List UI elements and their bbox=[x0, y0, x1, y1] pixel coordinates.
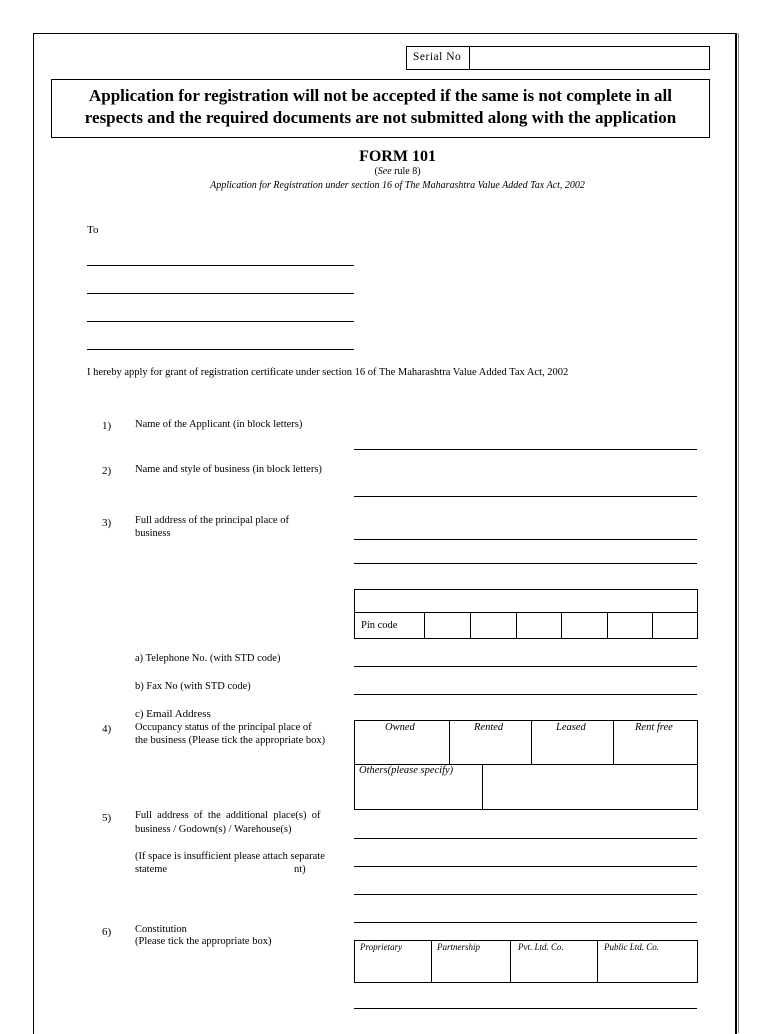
item-6-number: 6) bbox=[102, 926, 112, 938]
notice-line-1: Application for registration will not be accepted if the same is not complete in all bbox=[89, 86, 672, 105]
address-line-1[interactable] bbox=[354, 539, 697, 540]
item-5-label-1: Full address of the additional place(s) of bbox=[135, 810, 321, 821]
pin-digit-4[interactable] bbox=[562, 613, 607, 638]
fax-field[interactable] bbox=[354, 694, 697, 695]
occupancy-rented[interactable]: Rented bbox=[474, 722, 504, 733]
address-box[interactable] bbox=[354, 589, 698, 613]
to-address-line-2[interactable] bbox=[87, 293, 354, 294]
constitution-extra-line[interactable] bbox=[354, 1008, 697, 1009]
occupancy-owned[interactable]: Owned bbox=[385, 722, 415, 733]
pin-digit-5[interactable] bbox=[608, 613, 652, 638]
item-3-label-2: business bbox=[135, 528, 171, 539]
item-4-label-2: the business (Please tick the appropriate box) bbox=[135, 735, 326, 746]
to-label: To bbox=[87, 224, 99, 236]
item-5-note-2b: nt) bbox=[294, 864, 306, 875]
constitution-partnership[interactable]: Partnership bbox=[437, 942, 481, 952]
form-title: FORM 101 bbox=[359, 148, 436, 165]
notice-line-2: respects and the required documents are not submitted along with the application bbox=[84, 108, 677, 127]
applicant-name-field[interactable] bbox=[354, 449, 697, 450]
page-edge bbox=[738, 33, 739, 1033]
item-5-note-2a: stateme bbox=[135, 864, 168, 875]
pin-digit-1[interactable] bbox=[425, 613, 470, 638]
email-label: c) Email Address bbox=[135, 708, 211, 720]
to-address-line-1[interactable] bbox=[87, 265, 354, 266]
item-1-number: 1) bbox=[102, 420, 112, 432]
form-rule: (See rule 8) bbox=[374, 166, 421, 177]
additional-address-line-4[interactable] bbox=[354, 922, 697, 923]
occupancy-others-field[interactable] bbox=[484, 766, 696, 808]
pin-code-label: Pin code bbox=[361, 620, 398, 631]
pin-digit-3[interactable] bbox=[517, 613, 561, 638]
item-6-label-1: Constitution bbox=[135, 924, 187, 935]
item-4-number: 4) bbox=[102, 723, 112, 735]
occupancy-others[interactable]: Others(please specify) bbox=[359, 765, 454, 776]
item-2-number: 2) bbox=[102, 465, 112, 477]
serial-number-field[interactable] bbox=[472, 48, 706, 68]
additional-address-line-2[interactable] bbox=[354, 866, 697, 867]
constitution-public-ltd[interactable]: Public Ltd. Co. bbox=[604, 942, 660, 952]
fax-label: b) Fax No (with STD code) bbox=[135, 681, 251, 692]
item-3-label-1: Full address of the principal place of bbox=[135, 515, 289, 526]
address-line-2[interactable] bbox=[354, 563, 697, 564]
pin-digit-2[interactable] bbox=[471, 613, 516, 638]
declaration-text: I hereby apply for grant of registration certificate under section 16 of The Maharashtra Value Added Tax Act, 2002 bbox=[87, 367, 569, 378]
item-2-label: Name and style of business (in block letters) bbox=[135, 464, 322, 475]
additional-address-line-1[interactable] bbox=[354, 838, 697, 839]
telephone-label: a) Telephone No. (with STD code) bbox=[135, 653, 281, 664]
to-address-line-4[interactable] bbox=[87, 349, 354, 350]
item-5-note-1: (If space is insufficient please attach separate bbox=[135, 851, 325, 862]
form-subtitle: Application for Registration under section 16 of The Maharashtra Value Added Tax Act, 2002 bbox=[210, 180, 585, 191]
item-1-label: Name of the Applicant (in block letters) bbox=[135, 419, 303, 430]
telephone-field[interactable] bbox=[354, 666, 697, 667]
business-name-field[interactable] bbox=[354, 496, 697, 497]
pin-digit-6[interactable] bbox=[653, 613, 697, 638]
constitution-proprietary[interactable]: Proprietary bbox=[360, 942, 403, 952]
occupancy-leased[interactable]: Leased bbox=[556, 722, 586, 733]
occupancy-rent-free[interactable]: Rent free bbox=[635, 722, 673, 733]
item-4-label-1: Occupancy status of the principal place of bbox=[135, 722, 312, 733]
constitution-pvt-ltd[interactable]: Pvt. Ltd. Co. bbox=[518, 942, 564, 952]
to-address-line-3[interactable] bbox=[87, 321, 354, 322]
serial-label: Serial No bbox=[413, 51, 462, 63]
item-6-label-2: (Please tick the appropriate box) bbox=[135, 936, 272, 947]
item-5-number: 5) bbox=[102, 812, 112, 824]
additional-address-line-3[interactable] bbox=[354, 894, 697, 895]
item-3-number: 3) bbox=[102, 517, 112, 529]
item-5-label-2: business / Godown(s) / Warehouse(s) bbox=[135, 824, 292, 835]
